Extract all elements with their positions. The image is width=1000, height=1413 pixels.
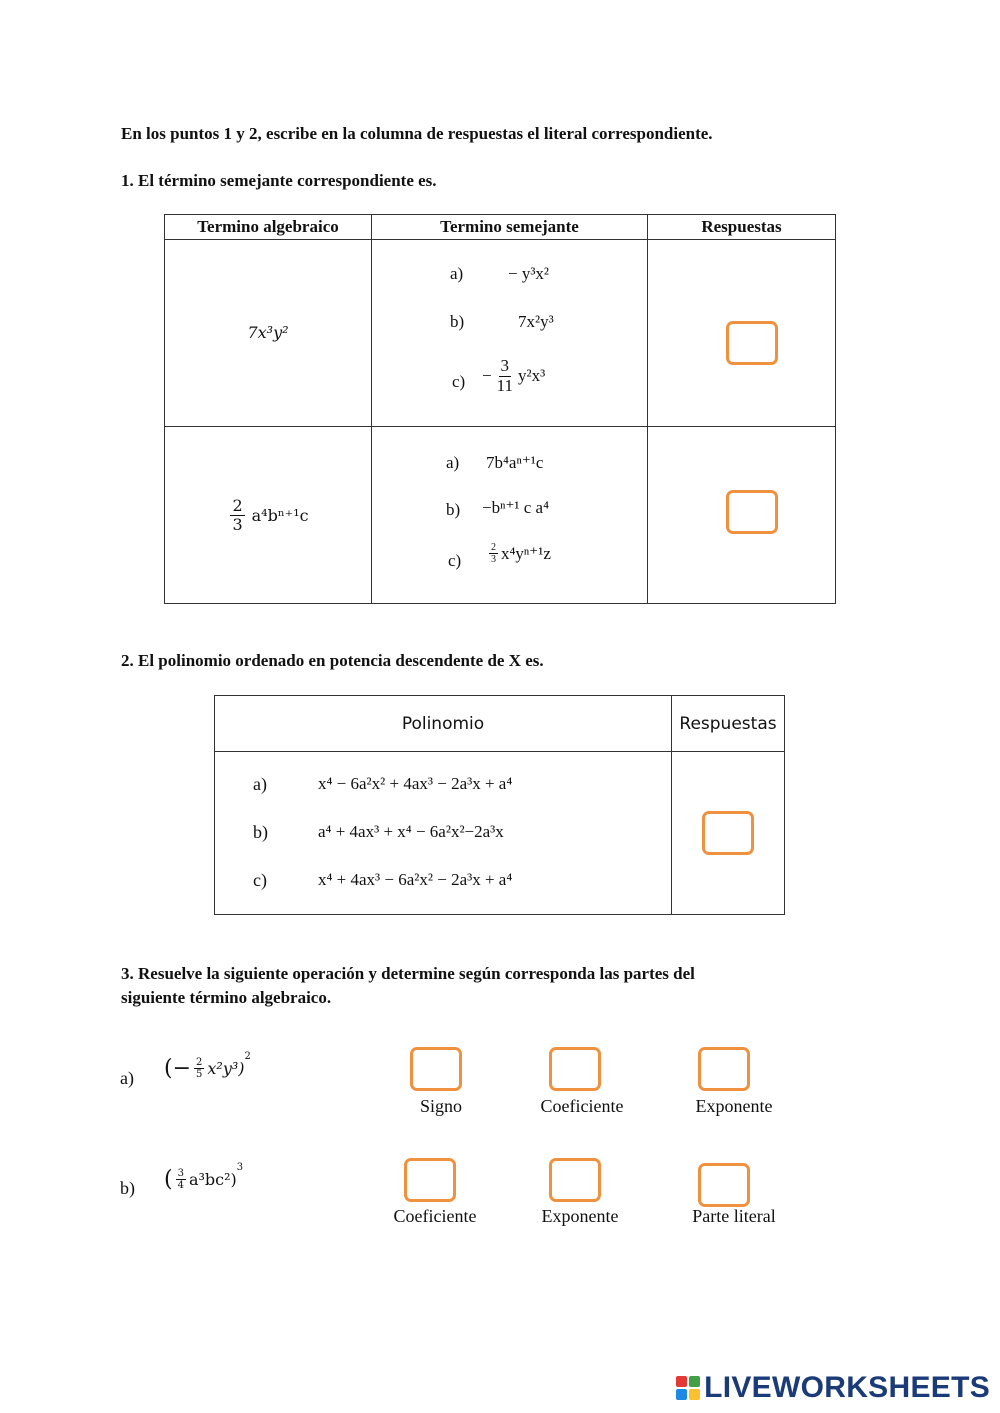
question-3-title-line2: siguiente término algebraico. [121,988,332,1007]
row2-term-fraction [230,497,244,533]
fraction-numerator: 2 [196,1057,203,1068]
similar-terms-table [164,214,836,604]
poly-option-b-expr: a⁴ + 4ax³ + x⁴ − 6a²x²−2a³x [318,822,504,841]
row2-option-c-variables: x⁴yⁿ⁺¹z [501,543,551,563]
row2-option-a-label: a) [446,453,460,472]
polynomial-answer-cell [672,752,785,915]
q3a-exponent-label: Exponente [695,1096,773,1116]
q3b-expression: ( $\frac{3}{4}$ a³bc²) 3 [164,1161,244,1192]
row1-options-cell [372,240,648,427]
question-1-title: 1. El término semejante correspondiente es. [121,171,437,190]
row2-option-c-label: c) [448,551,462,570]
row2-term-variables: a⁴bⁿ⁺¹c [251,505,309,525]
fraction-denominator: 11 [496,375,513,395]
row1-answer-box[interactable] [726,321,778,365]
row2-options-cell [372,427,648,604]
instructions-text: En los puntos 1 y 2, escribe en la columna de respuestas el literal correspondiente. [121,124,713,143]
fraction-denominator: 4 [177,1180,184,1191]
question-3-title-line1: 3. Resuelve la siguiente operación y determine según corresponda las partes del [121,964,695,983]
row1-option-a-expr: − y³x² [508,264,550,283]
q3a-coefficient-box[interactable] [549,1047,601,1091]
logo-mark-icon [676,1376,700,1400]
q3b-exponent-label: Exponente [541,1206,619,1226]
header-answers: Respuestas [648,215,836,240]
row1-option-b-expr: 7x²y³ [518,312,554,331]
header-algebraic-term: Termino algebraico [165,215,372,240]
q3a-coefficient-label: Coeficiente [540,1096,624,1116]
q3b-literal-part-box[interactable] [698,1163,750,1207]
fraction-numerator: 3 [500,356,510,375]
q3b-open: ( [164,1167,173,1192]
q3b-coefficient-box[interactable] [404,1158,456,1202]
polynomial-answer-box[interactable] [702,811,754,855]
q3a-label: a) [120,1068,134,1088]
row2-option-c-expr [486,542,551,565]
row1-option-a-label: a) [450,264,464,283]
polynomial-options-cell [215,752,672,915]
row2-term-cell [165,427,372,604]
poly-option-b-label: b) [253,822,268,842]
poly-option-a-label: a) [253,774,267,794]
q3b-variables: a³bc²) [188,1170,237,1189]
row1-option-c-sign: − [482,366,492,386]
row1-option-b-label: b) [450,312,465,331]
q3b-fraction [176,1168,186,1191]
q3b-label: b) [120,1178,135,1198]
q3b-coefficient-label: Coeficiente [393,1206,477,1226]
row1-option-c-expr [482,357,545,395]
row2-term [165,497,371,533]
fraction-numerator: 2 [491,542,496,553]
polynomial-table [214,695,785,915]
q3a-sign-box[interactable] [410,1047,462,1091]
fraction-denominator: 3 [232,514,243,534]
poly-option-c-label: c) [253,870,267,890]
logo-text: LIVEWORKSHEETS [704,1371,990,1404]
row2-answer-box[interactable] [726,490,778,534]
row2-option-a-expr: 7b⁴aⁿ⁺¹c [486,453,544,472]
q3b-literal-part-label: Parte literal [692,1206,776,1226]
q3a-fraction [194,1057,204,1080]
row1-option-c-label: c) [452,372,466,391]
header-polynomial: Polinomio [215,696,672,752]
q3a-sign-label: Signo [419,1096,462,1116]
fraction-numerator: 2 [232,495,243,515]
row2-option-b-label: b) [446,500,461,519]
q3a-exponent-box[interactable] [698,1047,750,1091]
row2-option-b-expr: −bⁿ⁺¹ c a⁴ [482,498,550,517]
row1-term: 7x³y² [247,323,289,342]
row1-option-c-variables: y²x³ [517,366,546,386]
row1-term-cell [165,240,372,427]
liveworksheets-logo [676,1371,990,1405]
row1-answer-cell [648,240,836,427]
row2-option-c-fraction [489,542,498,565]
fraction-denominator: 5 [196,1069,203,1080]
q3a-expression: (− $\frac{2}{5}$ x²y³) 2 [164,1050,251,1081]
row1-option-c-fraction [495,357,515,395]
question-2-title: 2. El polinomio ordenado en potencia descendente de X es. [121,651,544,670]
q3a-open: (− [164,1056,192,1081]
row2-answer-cell [648,427,836,604]
fraction-denominator: 3 [491,554,496,565]
header-answers: Respuestas [672,696,785,752]
q3b-exponent-box[interactable] [549,1158,601,1202]
poly-option-c-expr: x⁴ + 4ax³ − 6a²x² − 2a³x + a⁴ [318,870,513,889]
header-similar-term: Termino semejante [372,215,648,240]
poly-option-a-expr: x⁴ − 6a²x² + 4ax³ − 2a³x + a⁴ [318,774,513,793]
q3a-variables: x²y³) [207,1059,245,1078]
fraction-numerator: 3 [177,1168,184,1179]
